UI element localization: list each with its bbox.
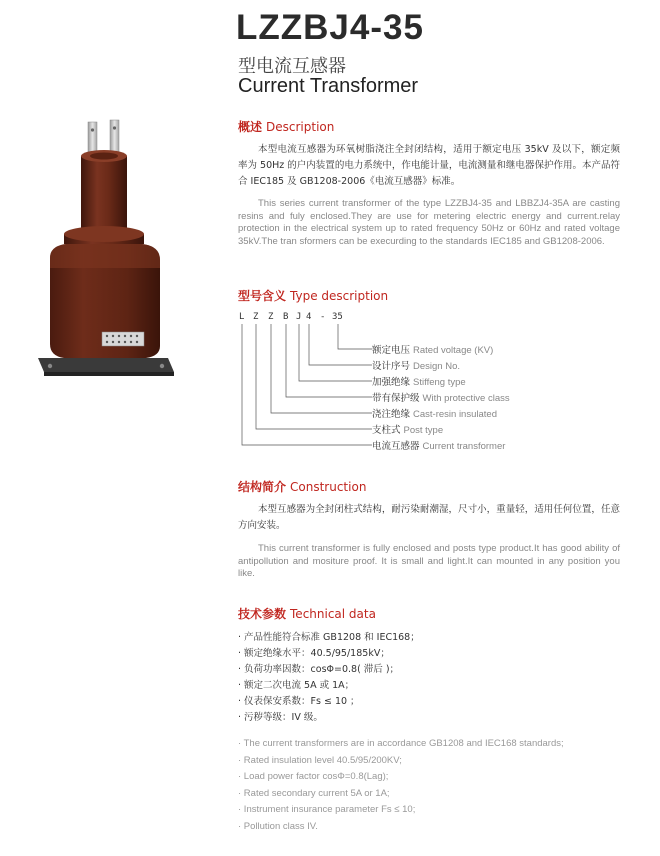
code-letter: Z xyxy=(268,312,274,322)
construction-text-cn: 本型互感器为全封闭柱式结构，耐污染耐潮湿，尺寸小，重量轻，适用任何位置，任意方向安装。 xyxy=(238,504,620,531)
product-subtitle-cn: 型电流互感器 xyxy=(238,56,346,77)
type-code-leader-lines xyxy=(230,320,380,450)
construction-heading-en: Construction xyxy=(290,480,367,494)
technical-data-heading-en: Technical data xyxy=(290,607,376,621)
construction-heading-cn: 结构简介 xyxy=(238,480,287,494)
type-description-heading-cn: 型号含义 xyxy=(238,289,287,303)
type-item-cn: 浇注绝缘 xyxy=(372,409,411,420)
type-item-en: Post type xyxy=(403,425,444,436)
type-item-cn: 电流互感器 xyxy=(372,441,420,452)
type-item-cn: 带有保护级 xyxy=(372,393,420,404)
description-heading-cn: 概述 xyxy=(238,120,263,134)
current-transformer-photo xyxy=(36,118,176,390)
code-letter: 4 xyxy=(306,312,312,322)
list-item: · 产品性能符合标准 GB1208 和 IEC168； xyxy=(238,632,420,643)
list-item: · The current transformers are in accordance GB1208 and IEC168 standards; xyxy=(238,738,564,749)
list-item: · Rated insulation level 40.5/95/200KV; xyxy=(238,754,402,766)
list-item: · 仪表保安系数：Fs ≤ 10 ； xyxy=(238,696,360,707)
list-item: · 额定绝缘水平：40.5/95/185kV； xyxy=(238,648,390,659)
code-letter: Z xyxy=(253,312,259,322)
type-item-en: Cast-resin insulated xyxy=(413,409,497,420)
type-item-stiffeng xyxy=(372,374,466,388)
type-item-en: Design No. xyxy=(413,361,461,372)
list-item: · 污秽等级：IV 级。 xyxy=(238,712,323,723)
description-heading xyxy=(238,118,334,135)
technical-data-heading xyxy=(238,605,376,622)
type-item-cast-resin xyxy=(372,406,497,420)
type-item-en: Stiffeng type xyxy=(413,377,466,388)
technical-data-list-cn xyxy=(238,630,420,726)
list-item: · 额定二次电流 5A 或 1A； xyxy=(238,680,355,691)
technical-data-heading-cn: 技术参数 xyxy=(238,607,287,621)
type-item-cn: 额定电压 xyxy=(372,345,411,356)
type-item-en: Current transformer xyxy=(422,441,506,452)
type-item-en: With protective class xyxy=(422,393,510,404)
code-letter: L xyxy=(239,312,245,322)
type-item-current-transformer xyxy=(372,438,505,452)
type-item-en: Rated voltage (KV) xyxy=(413,345,494,356)
list-item: · Pollution class IV. xyxy=(238,820,318,832)
type-item-design-no xyxy=(372,358,460,372)
product-title: LZZBJ4-35 xyxy=(236,8,424,47)
type-description-heading-en: Type description xyxy=(290,289,389,303)
list-item: · Load power factor cosΦ=0.8(Lag); xyxy=(238,771,389,782)
description-text-cn: 本型电流互感器为环氧树脂浇注全封闭结构，适用于额定电压 35kV 及以下，额定频率为 50Hz 的户内装置的电力系统中，作电能计量，电流测量和继电器保护作用。本产品符合 IEC185 及 GB1208-2006《电流互感器》标准。 xyxy=(238,144,620,187)
type-item-rated-voltage xyxy=(372,342,493,356)
construction-heading xyxy=(238,478,366,495)
technical-data-list-en xyxy=(238,736,564,835)
type-description-heading xyxy=(238,287,388,304)
list-item: · Rated secondary current 5A or 1A; xyxy=(238,787,390,799)
list-item: · Instrument insurance parameter Fs ≤ 10; xyxy=(238,804,416,815)
type-item-cn: 支柱式 xyxy=(372,425,401,436)
construction-text-en: This current transformer is fully enclosed and posts type product.It has good ability of antipollution and mositure proof. It is small and light.It can mounted in any position you like. xyxy=(238,543,620,579)
code-letter: 35 xyxy=(332,312,343,322)
type-item-post-type xyxy=(372,422,443,436)
product-subtitle-en: Current Transformer xyxy=(238,75,419,97)
code-letter: B xyxy=(283,312,289,322)
type-item-protective-class xyxy=(372,390,510,404)
description-text-en: This series current transformer of the type LZZBJ4-35 and LBBZJ4-35A are casting resins and fuly enclosed.They are use for metering electric energy and current.relay protection in the electrical system up to rated frequency 50Hz or 60Hz and rated voltage 35kV.The tran sformers can be execurding to the standards IEC185 and GB1208-2006. xyxy=(238,198,620,247)
list-item: · 负荷功率因数：cosΦ=0.8( 滞后 )； xyxy=(238,664,400,675)
code-letter: - xyxy=(320,312,326,322)
type-item-cn: 设计序号 xyxy=(372,361,411,372)
code-letter: J xyxy=(296,312,302,322)
type-item-cn: 加强绝缘 xyxy=(372,377,411,388)
description-heading-en: Description xyxy=(266,120,335,134)
